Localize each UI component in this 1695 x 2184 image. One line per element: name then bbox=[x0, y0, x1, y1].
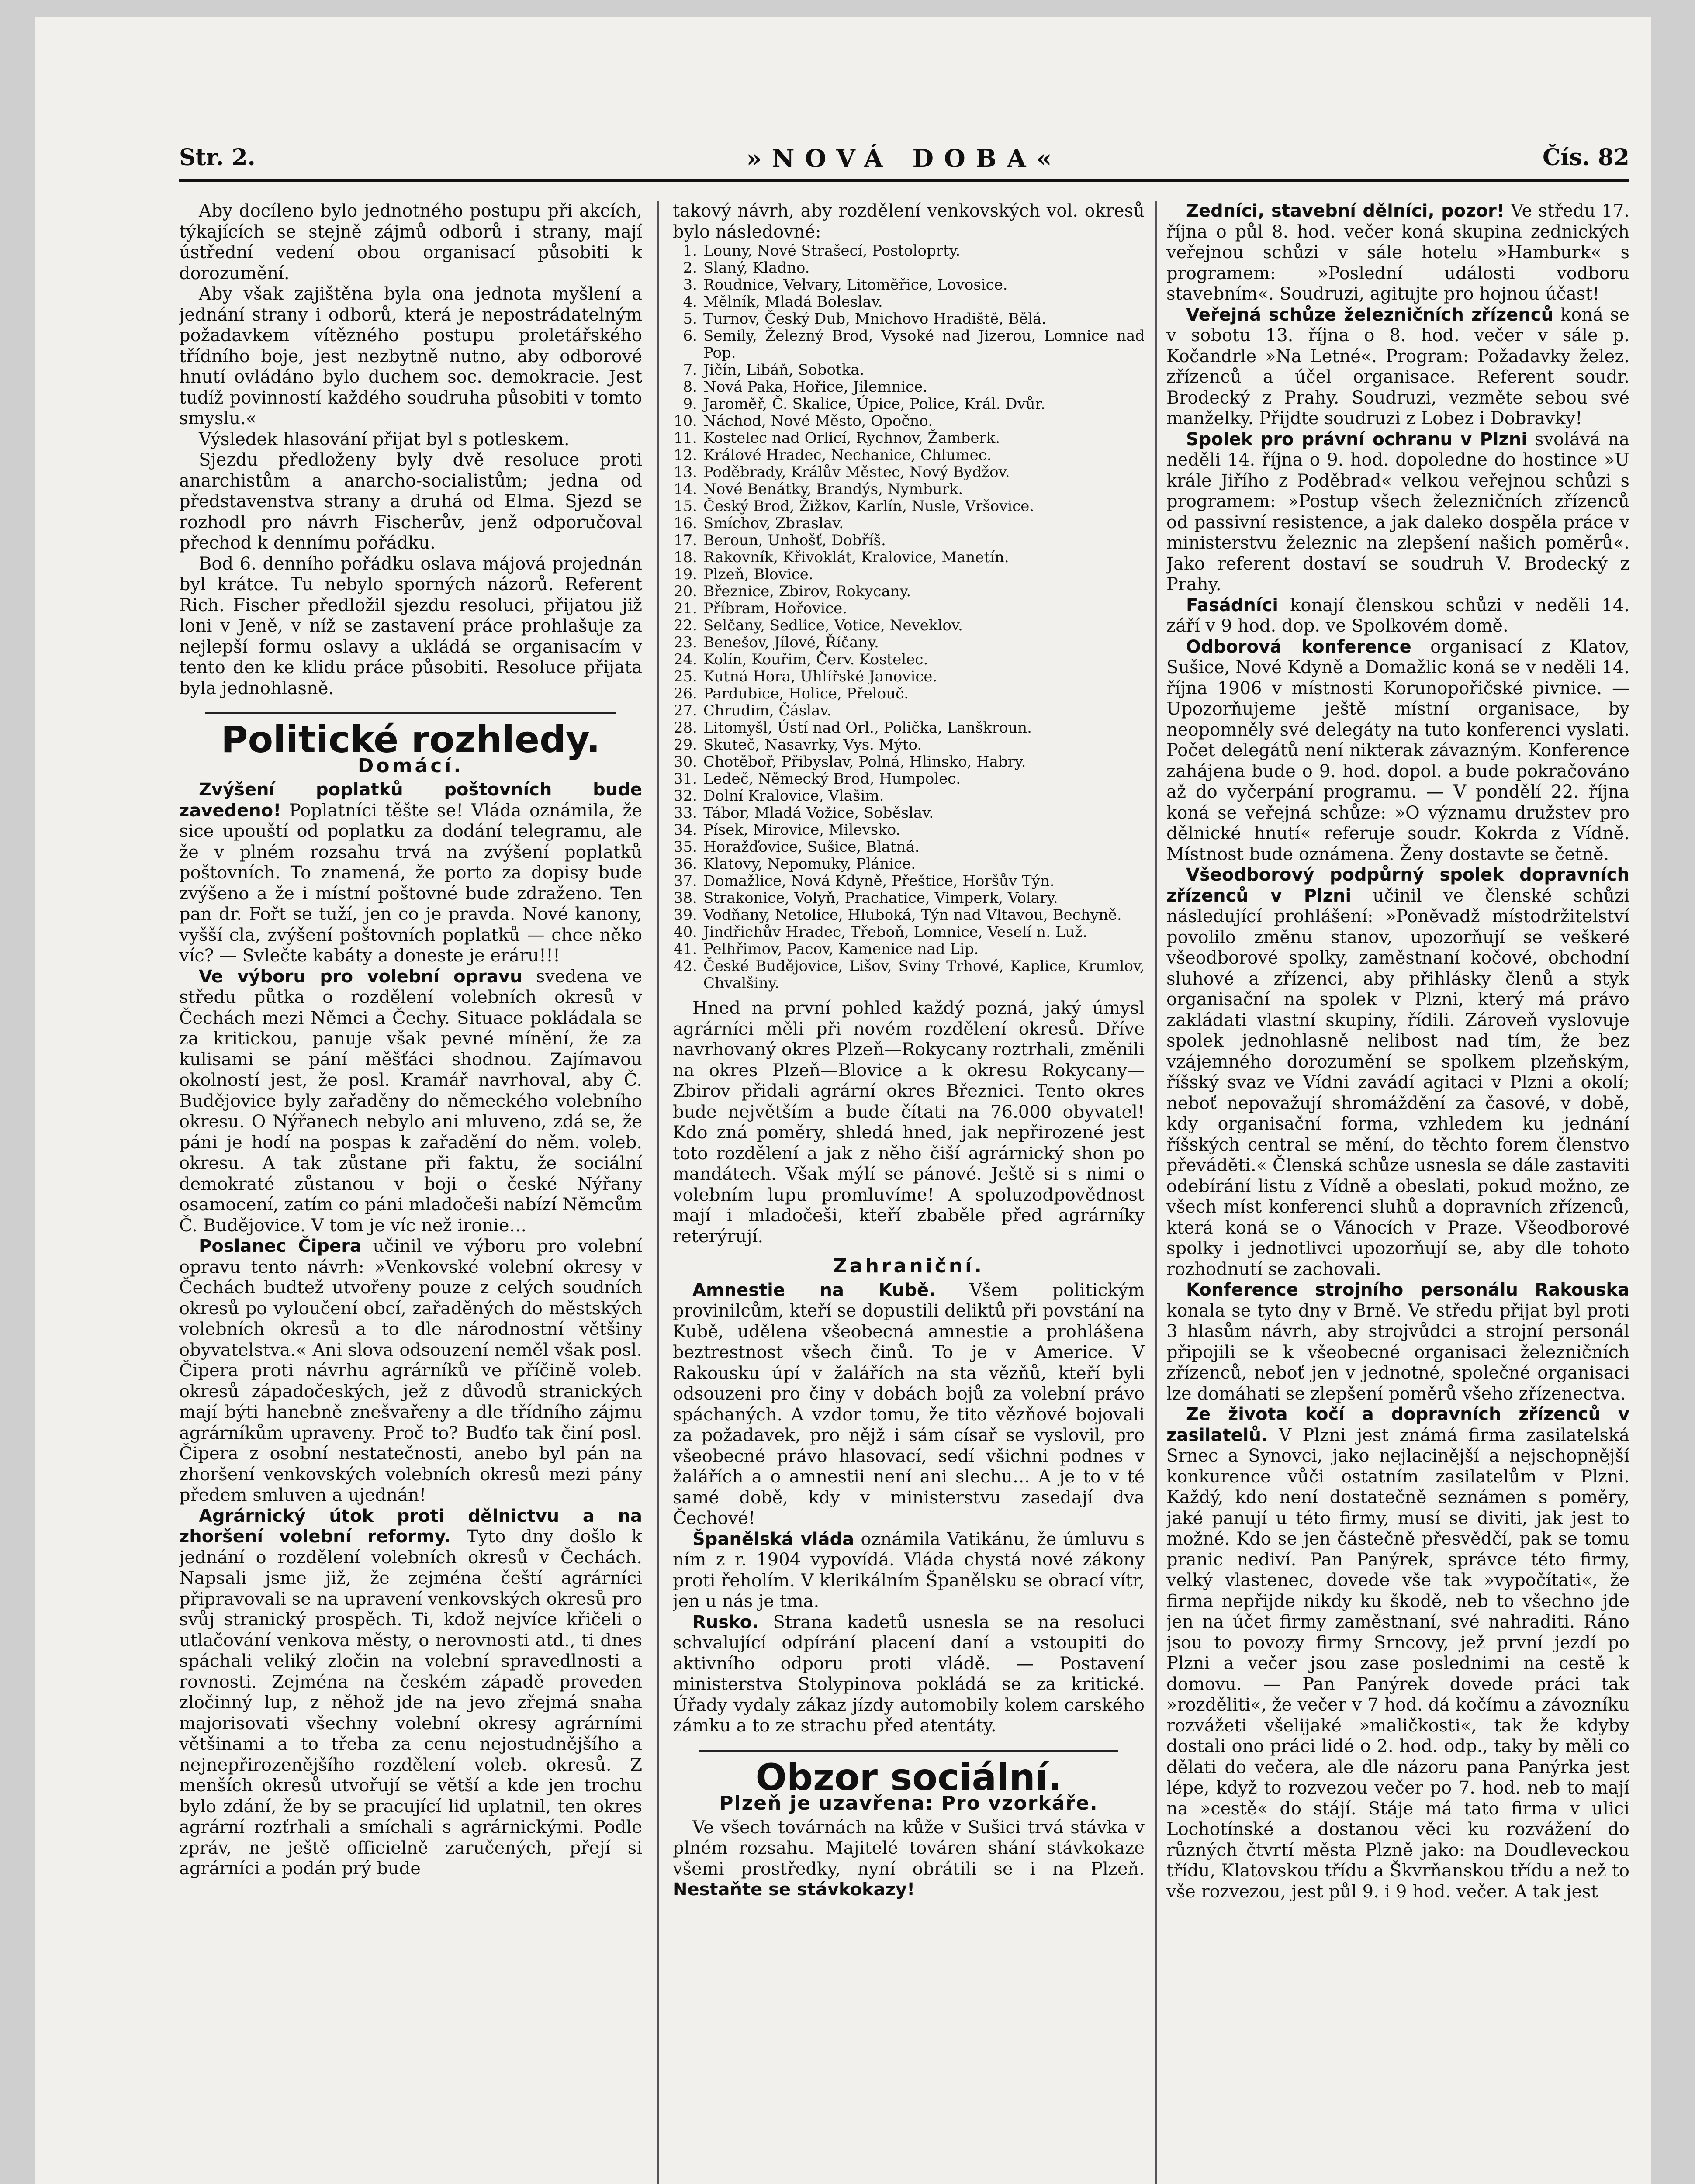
district-text: Dolní Kralovice, Vlašim. bbox=[703, 787, 884, 805]
district-item bbox=[673, 276, 1145, 294]
district-number: 34. bbox=[673, 821, 697, 839]
district-item bbox=[673, 515, 1145, 532]
article-callout: Nestaňte se stávkokazy! bbox=[673, 1880, 915, 1900]
subsection-title: Zahraniční. bbox=[833, 1255, 984, 1277]
column-divider bbox=[1155, 201, 1157, 2184]
district-number: 2. bbox=[683, 259, 697, 276]
district-number: 31. bbox=[673, 770, 697, 788]
district-text: Horažďovice, Sušice, Blatná. bbox=[703, 838, 920, 856]
article-text: Tyto dny došlo k jednání o rozdělení volebních okresů v Čechách. Napsali jsme již, že zejména čeští agrárníci připravovali se na upravení venkovských okresů pro svůj stranický prospěch. Ti, kdož nejvíce křičeli o utlačování venkova městy, o nerovnosti atd., ti dnes spáchali veliký zločin na volební spravedlnosti a rovnosti. Zejména na českém západě proveden zločinný lup, z něhož jde na jevo zřejmá snaha majorisovati všechny volební okresy agrárními většinami a to třeba za cenu nejostudnějšího a nejnepřirozenějšího rozdělení voleb. okresů. Z menších okresů utvořují se větší a kde jen trochu bylo zdání, že by se pracující lid uplatnil, ten okres agrární rozťrhali a smíchali s agrárnickými. Podle zpráv, ne ještě officielně zaručených, přejí si agrárníci a podán prý bude bbox=[179, 1527, 642, 1879]
district-text: Vodňany, Netolice, Hluboká, Týn nad Vltavou, Bechyně. bbox=[703, 906, 1122, 924]
district-number: 40. bbox=[673, 923, 697, 941]
district-text: Chrudim, Čáslav. bbox=[703, 702, 832, 719]
district-number: 36. bbox=[673, 855, 697, 873]
district-number: 23. bbox=[673, 634, 697, 651]
district-number: 33. bbox=[673, 804, 697, 822]
district-item bbox=[673, 651, 1145, 668]
article bbox=[1166, 595, 1629, 637]
article-headline: Ve výboru pro volební opravu bbox=[199, 966, 522, 987]
district-number: 16. bbox=[673, 515, 697, 532]
district-text: Pelhřimov, Pacov, Kamenice nad Lip. bbox=[703, 940, 979, 958]
district-number: 21. bbox=[673, 600, 697, 617]
district-number: 20. bbox=[673, 583, 697, 600]
district-text: Beroun, Unhošť, Dobříš. bbox=[703, 532, 886, 549]
section-title: Politické rozhledy. bbox=[221, 718, 601, 761]
district-item bbox=[673, 242, 1145, 259]
district-item bbox=[673, 805, 1145, 822]
subsection-title: Domácí. bbox=[357, 754, 464, 777]
district-number: 1. bbox=[683, 242, 697, 259]
article bbox=[1166, 429, 1629, 595]
article bbox=[179, 1506, 642, 1880]
article bbox=[179, 967, 642, 1237]
article-text: učinil ve výboru pro volební opravu tento návrh: »Venkovské volební okresy v Čechách budtež utvořeny pouze z celých soudních okresů po vyloučení obcí, zařaděných do městských volebních okresů a to dle národnostní většiny obyvatelstva.« Ani slova odsouzení neměl však posl. Čipera proti návrhu agrárníků ve příčině voleb. okresů západočeských, jež z důvodů stranických mají býti hanebně znešvařeny a dle třídního zájmu agrárníkům upraveny. Proč to? Budťo tak činí posl. Čipera z osobní nestatečnosti, anebo byl pán na zhoršení venkovských volebních okresů mezi pány předem smluven a ujednán! bbox=[179, 1236, 642, 1505]
district-text: Náchod, Nové Město, Opočno. bbox=[703, 412, 933, 430]
newspaper-page bbox=[35, 17, 1651, 2184]
district-item bbox=[673, 413, 1145, 430]
paragraph: Aby však zajištěna byla ona jednota myšlení a jednání strany i odborů, která je nepostrádatelným požadavkem vítězného postupu proletářského třídního boje, jest nezbytně nutno, aby odborové hnutí ovládáno bylo duchem soc. demokracie. Jest tudíž povinností každého soudruha působiti v tomto smyslu.« bbox=[179, 284, 642, 429]
district-number: 35. bbox=[673, 838, 697, 856]
article-text: konala se tyto dny v Brně. Ve středu přijat byl proti 3 hlasům návrh, aby strojvůdci a strojní personál připojili se k všeobecné organisaci železničních zřízenců, neboť jen v jednotné, společné organisaci lze domáhati se zlepšení poměrů všeho zřízenectva. bbox=[1166, 1300, 1629, 1404]
newspaper-title: »NOVÁ DOBA« bbox=[746, 144, 1062, 173]
article-text: Poplatníci těšte se! Vláda oznámila, že sice upouští od poplatku za dodání telegramu, ale že v plném rozsahu trvá na zvýšení poplatků poštovních. To znamená, že porto za dopisy bude zvýšeno a že i místní poštovné bude zdraženo. Ten pan dr. Fořt se tuží, jen co je pravda. Nové kanony, vyšší cla, zvýšení poštovních poplatků — chce něko víc? — Svlečte kabáty a doneste je eráru!!! bbox=[179, 800, 642, 966]
district-item bbox=[673, 396, 1145, 413]
article bbox=[1166, 1404, 1629, 1902]
article-text: organisací z Klatov, Sušice, Nové Kdyně a Domažlic koná se v neděli 14. října 1906 v místnosti Korunopořičské pivnice. — Upozorňujeme ještě místní organisace, by neopomněly své delegáty na tuto konferenci vyslati. Počet delegátů není nikterak závazným. Konference zahájena bude o 9. hod. dopol. a bude pokračováno až do vyčerpání programu. — V pondělí 22. října koná se veřejná schůze: »O významu družstev pro dělnické hnutí« referuje soudr. Kokrda z Vídně. Místnost bude oznámena. Ženy dostavte se četně. bbox=[1166, 636, 1629, 864]
article-text: Strana kadetů usnesla se na resoluci schvalující odpírání placení daní a vstoupiti do aktivního odporu proti vládě. — Postavení ministerstva Stolypinova pokládá se za kritické. Úřady vydaly zákaz jízdy automobily kolem carského zámku a to ze strachu před atentáty. bbox=[673, 1612, 1145, 1736]
district-number: 18. bbox=[673, 549, 697, 566]
article-headline: Odborová konference bbox=[1186, 636, 1411, 657]
article-headline: Agrárnický útok proti dělnictvu a na zhoršení volební reformy. bbox=[179, 1506, 642, 1547]
district-number: 22. bbox=[673, 617, 697, 634]
article bbox=[673, 1280, 1145, 1529]
district-item bbox=[673, 685, 1145, 702]
article bbox=[179, 1236, 642, 1506]
district-item bbox=[673, 379, 1145, 396]
paragraph: takový návrh, aby rozdělení venkovských vol. okresů bylo následovné: bbox=[673, 201, 1145, 242]
district-text: České Budějovice, Lišov, Sviny Trhové, Kaplice, Krumlov, Chvalšiny. bbox=[703, 957, 1145, 992]
district-text: Písek, Mirovice, Milevsko. bbox=[703, 821, 901, 839]
district-number: 9. bbox=[683, 395, 697, 413]
district-number: 25. bbox=[673, 668, 697, 685]
district-text: Příbram, Hořovice. bbox=[703, 600, 848, 617]
district-text: Pardubice, Holice, Přelouč. bbox=[703, 685, 909, 702]
district-item bbox=[673, 430, 1145, 447]
district-item bbox=[673, 294, 1145, 311]
article-text: koná se v sobotu 13. října o 8. hod. večer v sále p. Kočandrle »Na Letné«. Program: Požadavky želez. zřízenců a účel organisace. Referent soudr. Brodecký z Prahy. Soudruzi, vezměte sebou své manželky. Přijdte soudruzi z Lobez i Dobravky! bbox=[1166, 304, 1629, 429]
district-text: Turnov, Český Dub, Mnichovo Hradiště, Bělá. bbox=[703, 310, 1046, 328]
district-text: Selčany, Sedlice, Votice, Neveklov. bbox=[703, 617, 963, 634]
article-headline: Spolek pro právní ochranu v Plzni bbox=[1186, 429, 1527, 449]
district-number: 37. bbox=[673, 872, 697, 890]
district-text: Poděbrady, Králův Městec, Nový Bydžov. bbox=[703, 463, 1010, 481]
article-text: konají členskou schůzi v neděli 14. září v 9 hod. dop. ve Spolkovém domě. bbox=[1166, 595, 1629, 636]
column-divider bbox=[657, 201, 659, 2184]
district-item bbox=[673, 788, 1145, 805]
district-text: Smíchov, Zbraslav. bbox=[703, 515, 844, 532]
district-item bbox=[673, 617, 1145, 634]
page-number: Str. 2. bbox=[179, 144, 256, 171]
district-text: Tábor, Mladá Vožice, Soběslav. bbox=[703, 804, 934, 822]
column-2 bbox=[673, 201, 1145, 2184]
district-number: 15. bbox=[673, 498, 697, 515]
article-text: svolává na neděli 14. října o 9. hod. dopoledne do hostince »U krále Jiřího z Poděbrad« velkou veřejnou schůzi s programem: »Postup všech železničních zřízenců od passivní resistence, a jak daleko dospěla práce v ministerstvu železnic na zlepšení našich poměrů«. Jako referent dostaví se soudruh V. Brodecký z Prahy. bbox=[1166, 429, 1629, 594]
district-item bbox=[673, 498, 1145, 515]
article-headline: Poslanec Čipera bbox=[199, 1236, 362, 1256]
district-text: Jičín, Libáň, Sobotka. bbox=[703, 361, 865, 379]
district-item bbox=[673, 873, 1145, 890]
article-headline: Plzeň je uzavřena: Pro vzorkáře. bbox=[719, 1792, 1098, 1814]
district-text: Plzeň, Blovice. bbox=[703, 566, 813, 583]
district-text: Skuteč, Nasavrky, Vys. Mýto. bbox=[703, 736, 922, 753]
article bbox=[1166, 1280, 1629, 1404]
district-number: 41. bbox=[673, 940, 697, 958]
district-text: Rakovník, Křivoklát, Kralovice, Manetín. bbox=[703, 549, 1009, 566]
article bbox=[1166, 865, 1629, 1280]
district-item bbox=[673, 702, 1145, 719]
district-item bbox=[673, 924, 1145, 941]
issue-number: Čís. 82 bbox=[1543, 144, 1629, 171]
district-number: 29. bbox=[673, 736, 697, 753]
district-text: Semily, Železný Brod, Vysoké nad Jizerou, Lomnice nad Pop. bbox=[703, 327, 1145, 362]
district-text: Klatovy, Nepomuky, Plánice. bbox=[703, 855, 916, 873]
district-number: 13. bbox=[673, 463, 697, 481]
district-item bbox=[673, 447, 1145, 464]
article-text: Všem politickým provinilcům, kteří se dopustili deliktů při povstání na Kubě, udělena všeobecná amnestie a prohlášena beztrestnost všech činů. To je v Americe. V Rakousku úpí v žalářích na sta vězňů, kteří byli odsouzeni pro činy v dobách bojů za volební právo spáchaných. A vzdor tomu, že tito vězňové bojovali za požadavek, pro nějž i sám císař se vyslovil, pro všeobecné právo hlasovací, sedí všichni podnes v žalářích a o amnestii není ani slechu… A je to v té samé době, kdy v ministerstvu zasedají dva Čechové! bbox=[673, 1280, 1145, 1528]
paragraph: Sjezdu předloženy byly dvě resoluce proti anarchistům a anarcho-socialistům; jedna od představenstva strany a druhá od Elma. Sjezd se rozhodl pro návrh Fischerův, jenž odporučoval přechod k dennímu pořádku. bbox=[179, 450, 642, 553]
district-item bbox=[673, 566, 1145, 583]
article-text: Ve všech továrnách na kůže v Sušici trvá stávka v plném rozsahu. Majitelé továren shání stávkokaze všemi prostředky, nyní obrátili se i na Plzeň. bbox=[673, 1817, 1145, 1879]
section-divider bbox=[699, 1750, 1118, 1752]
paragraph: Hned na první pohled každý pozná, jaký úmysl agrárníci měli při novém rozdělení okresů. Dříve navrhovaný okres Plzeň—Rokycany roztrhali, změnili na okres Plzeň—Blovice a k okresu Rokycany—Zbirov přidali agrární okres Březnici. Tento okres bude největším a bude čítati na 76.000 obyvatel! Kdo zná poměry, shledá hned, jak nepřirozené jest toto rozdělení a jak z něho čiší agrárnický shon po mandátech. Však mýlí se pánové. Ještě si s nimi o volebním lupu promluvíme! A spoluzodpovědnost mají i mladočeši, kteří zbaběle před agrárníky reterýrují. bbox=[673, 998, 1145, 1247]
district-text: Strakonice, Volyň, Prachatice, Vimperk, Volary. bbox=[703, 889, 1058, 907]
district-number: 11. bbox=[673, 429, 697, 447]
article-headline: Konference strojního personálu Rakouska bbox=[1186, 1280, 1629, 1300]
district-text: Český Brod, Žižkov, Karlín, Nusle, Vršovice. bbox=[703, 498, 1034, 515]
paragraph: Bod 6. denního pořádku oslava májová projednán byl krátce. Tu nebylo sporných názorů. Referent Rich. Fischer předložil sjezdu resoluci, přijatou již loni v Jeně, v níž se zastavení práce prohlašuje za nejlepší formu oslavy a ukládá se organisacím v tento den ke klidu práce působiti. Resoluce přijata byla jednohlasně. bbox=[179, 553, 642, 698]
article-text: V Plzni jest známá firma zasilatelská Srnec a Synovci, jako nejlacinější a nejschopnější konkurence vůči ostatním zasilatelům v Plzni. Každý, kdo není dostatečně seznámen s poměry, jaké panují u této firmy, musí se diviti, jak jest to možné. Kdo se jen částečně přesvědčí, pak se tomu pranic nediví. Pan Panýrek, správce této firmy, velký vlastenec, dovede vše tak »vypočítati«, že firma nepřijde nikdy ku škodě, neb to všechno jde jen na účet firmy zaměstnaní, své nahraditi. Ráno jsou to povozy firmy Srncovy, jež první jezdí po Plzni a večer jsou zase poslednimi na cestě k domovu. — Pan Panýrek dovede práci tak »rozděliti«, že večer v 7 hod. dá kočímu a závozníku rozvážeti všelijaké »maličkosti«, tak že kdyby dostali ono práci lidé o 2. hod. odp., taky by měli co dělati do večera, ale dle názoru pana Panýrka jest lépe, když to rozvezou večer po 7. hod. neb to mají na »cestě« do stájí. Stáje má tato firma v ulici Lochotínské a dostanou věci ku rozvážení do různých čtvrtí města Plzně jako: na Doudleveckou třídu, Klatovskou třídu a Škvrňanskou třídu a než to vše rozvezou, jest půl 9. i 9 hod. večer. A tak jest bbox=[1166, 1425, 1629, 1902]
district-number: 8. bbox=[683, 378, 697, 396]
district-text: Jindřichův Hradec, Třeboň, Lomnice, Veselí n. Luž. bbox=[703, 923, 1087, 941]
district-text: Ledeč, Německý Brod, Humpolec. bbox=[703, 770, 961, 788]
district-number: 32. bbox=[673, 787, 697, 805]
district-number: 14. bbox=[673, 480, 697, 498]
district-text: Slaný, Kladno. bbox=[703, 259, 810, 276]
district-number: 38. bbox=[673, 889, 697, 907]
column-1 bbox=[179, 201, 642, 2184]
district-text: Louny, Nové Strašecí, Postoloprty. bbox=[703, 242, 961, 259]
district-item bbox=[673, 856, 1145, 873]
section-title: Obzor sociální. bbox=[755, 1755, 1062, 1799]
article bbox=[673, 1818, 1145, 1901]
article bbox=[673, 1529, 1145, 1612]
section-divider bbox=[205, 712, 616, 714]
article-headline: Veřejná schůze železničních zřízenců bbox=[1186, 304, 1553, 325]
district-number: 7. bbox=[683, 361, 697, 379]
district-number: 5. bbox=[683, 310, 697, 328]
district-item bbox=[673, 907, 1145, 924]
district-item bbox=[673, 822, 1145, 839]
district-number: 10. bbox=[673, 412, 697, 430]
district-text: Kolín, Kouřim, Červ. Kostelec. bbox=[703, 651, 928, 668]
article-text: učinil ve členské schůzi následující prohlášení: »Poněvadž místodržitelství povolilo změnu stanov, upozorňují se veškeré všeodborové spolky, zaměstnaní kočové, obchodní sluhové a zřízenci, aby přihlásky členů a styk organisační na spolek v Plzni, který má právo zakládati vlastní skupiny, řídili. Zároveň vyslovuje spolek jednohlasně nelibost nad tím, že bez vzájemného dorozumění se spolkem plzeňským, říšský svaz ve Vídni zavádí agitaci v Plzni a okolí; neboť nepovažují shromáždění za časové, v době, kdy organisační forma, vzhledem ku jednání říšských central se mění, do těchto forem členstvo převáděti.« Členská schůze usnesla se dále zastaviti odebírání listu z Vídně a obeslati, pokud možno, ze všech míst konferenci sluhů a dopravních zřízenců, která koná se o Vánocích v Praze. Všeodborové spolky i jednotlivci upozorňují se, aby dle tohoto rozhodnutí se zachovali. bbox=[1166, 885, 1629, 1279]
district-text: Králové Hradec, Nechanice, Chlumec. bbox=[703, 446, 992, 464]
district-item bbox=[673, 464, 1145, 481]
district-text: Kostelec nad Orlicí, Rychnov, Žamberk. bbox=[703, 429, 1000, 447]
district-number: 27. bbox=[673, 702, 697, 719]
district-text: Nová Paka, Hořice, Jilemnice. bbox=[703, 378, 928, 396]
district-number: 28. bbox=[673, 719, 697, 736]
article-headline: Fasádníci bbox=[1186, 595, 1279, 615]
district-number: 42. bbox=[673, 957, 697, 975]
article bbox=[673, 1612, 1145, 1737]
district-list bbox=[673, 242, 1145, 992]
district-text: Benešov, Jílové, Říčany. bbox=[703, 634, 879, 651]
district-text: Mělník, Mladá Boleslav. bbox=[703, 293, 883, 311]
district-item bbox=[673, 311, 1145, 328]
district-number: 17. bbox=[673, 532, 697, 549]
paragraph: Aby docíleno bylo jednotného postupu při akcích, týkajících se stejně zájmů odborů i strany, mají ústřední vedení obou organisací působiti k dorozumění. bbox=[179, 201, 642, 283]
article-headline: Španělská vláda bbox=[692, 1529, 854, 1549]
district-text: Litomyšl, Ústí nad Orl., Polička, Lanškroun. bbox=[703, 719, 1032, 736]
district-text: Domažlice, Nová Kdyně, Přeštice, Horšův Týn. bbox=[703, 872, 1055, 890]
article bbox=[1166, 305, 1629, 429]
district-item bbox=[673, 839, 1145, 856]
district-number: 30. bbox=[673, 753, 697, 771]
district-number: 6. bbox=[683, 327, 697, 345]
column-3 bbox=[1166, 201, 1629, 2184]
district-text: Chotěboř, Přibyslav, Polná, Hlinsko, Habry. bbox=[703, 753, 1026, 771]
article-headline: Zedníci, stavební dělníci, pozor! bbox=[1186, 201, 1505, 221]
district-number: 24. bbox=[673, 651, 697, 668]
district-text: Březnice, Zbirov, Rokycany. bbox=[703, 583, 911, 600]
district-text: Kutná Hora, Uhlířské Janovice. bbox=[703, 668, 937, 685]
district-number: 39. bbox=[673, 906, 697, 924]
district-item bbox=[673, 958, 1145, 992]
district-number: 4. bbox=[683, 293, 697, 311]
district-item bbox=[673, 259, 1145, 276]
district-item bbox=[673, 890, 1145, 907]
district-item bbox=[673, 583, 1145, 600]
article-headline: Amnestie na Kubě. bbox=[692, 1280, 936, 1300]
district-item bbox=[673, 771, 1145, 788]
article bbox=[1166, 637, 1629, 865]
district-item bbox=[673, 736, 1145, 753]
district-item bbox=[673, 668, 1145, 685]
district-item bbox=[673, 481, 1145, 498]
district-item bbox=[673, 941, 1145, 958]
article bbox=[179, 780, 642, 967]
district-number: 3. bbox=[683, 276, 697, 294]
district-item bbox=[673, 549, 1145, 566]
page-header bbox=[179, 144, 1629, 182]
district-item bbox=[673, 532, 1145, 549]
district-item bbox=[673, 753, 1145, 771]
district-item bbox=[673, 719, 1145, 736]
district-item bbox=[673, 600, 1145, 617]
article-text: oznámila Vatikánu, že úmluvu s ním z r. 1904 vypovídá. Vláda chystá nové zákony proti řeholím. V klerikálním Španělsku se obrací vítr, jen u nás je tma. bbox=[673, 1529, 1145, 1611]
district-item bbox=[673, 362, 1145, 379]
article-headline: Všeodborový podpůrný spolek dopravních zřízenců v Plzni bbox=[1166, 865, 1629, 906]
district-item bbox=[673, 634, 1145, 651]
district-number: 19. bbox=[673, 566, 697, 583]
district-text: Nové Benátky, Brandýs, Nymburk. bbox=[703, 480, 963, 498]
article-headline: Rusko. bbox=[692, 1612, 759, 1632]
article-text: svedena ve středu půtka o rozdělení volebních okresů v Čechách mezi Němci a Čechy. Situace pokládala se za kritickou, panuje však pevné mínění, že za kulisami se pání měšťáci shodnou. Zajímavou okolností jest, že posl. Kramář navrhoval, aby Č. Budějovice byly zařaděny do německého volebního okresu. O Nýřanech nebylo ani mluveno, zdá se, že páni je hodí na pospas k zařadění do něm. voleb. okresu. A tak zůstane při faktu, že sociální demokraté zůstanou v boji o české Nýřany osamocení, zatím co páni mladočeši nabízí Němcům Č. Budějovice. V tom je víc než ironie… bbox=[179, 966, 642, 1236]
article-headline: Zvýšení poplatků poštovních bude zavedeno! bbox=[179, 780, 642, 821]
district-text: Roudnice, Velvary, Litoměřice, Lovosice. bbox=[703, 276, 1008, 294]
article bbox=[1166, 201, 1629, 305]
district-item bbox=[673, 328, 1145, 362]
district-number: 12. bbox=[673, 446, 697, 464]
district-text: Jaroměř, Č. Skalice, Úpice, Police, Král. Dvůr. bbox=[703, 395, 1045, 413]
district-number: 26. bbox=[673, 685, 697, 702]
paragraph: Výsledek hlasování přijat byl s potleskem. bbox=[199, 429, 570, 449]
article-text: Ve středu 17. října o půl 8. hod. večer koná skupina zednických veřejnou schůzi v sále hotelu »Hamburk« s programem: »Poslední události vodboru stavebním«. Soudruzi, agitujte pro hojnou účast! bbox=[1166, 201, 1629, 304]
article-headline: Ze života kočí a dopravních zřízenců v zasilatelů. bbox=[1166, 1404, 1629, 1445]
